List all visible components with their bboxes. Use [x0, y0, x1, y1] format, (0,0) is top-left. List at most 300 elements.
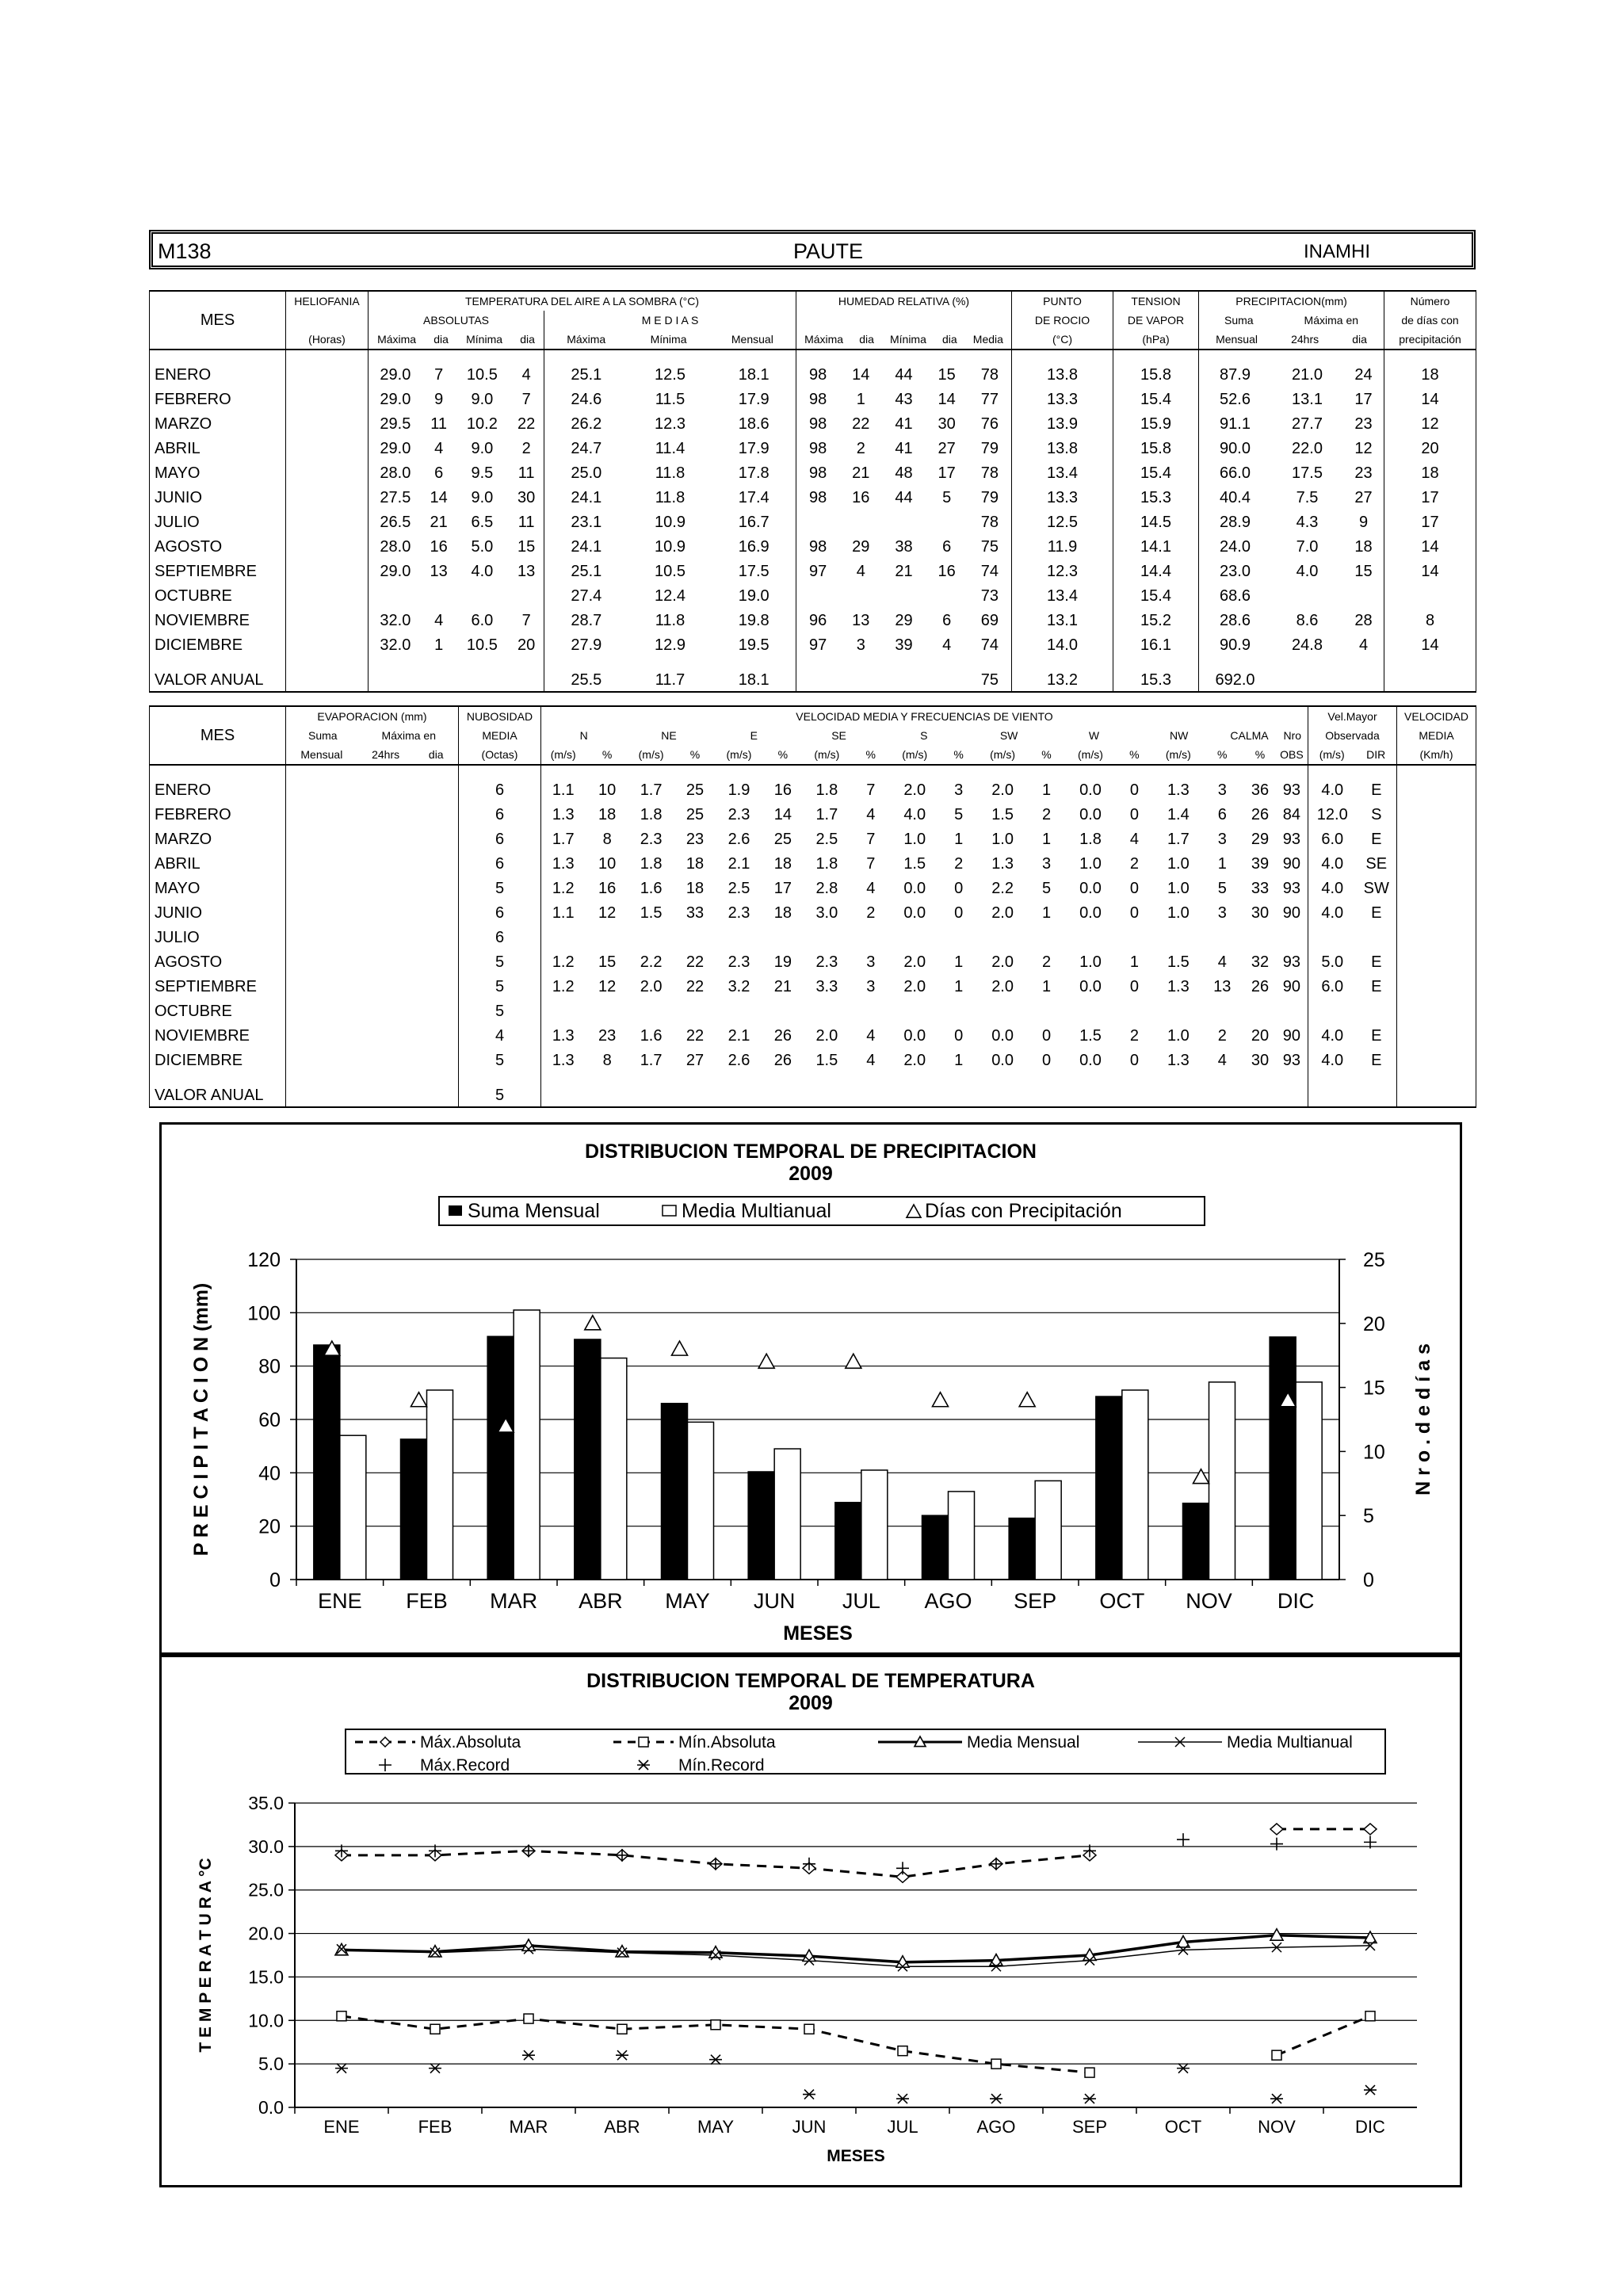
wind-value: 2.0: [640, 978, 663, 995]
wind-value: 2.0: [991, 953, 1014, 971]
temp-abs-value: 13: [430, 563, 448, 580]
wind-value: 1.3: [991, 855, 1014, 873]
legend-entry: Media Multianual: [1227, 1733, 1353, 1752]
wind-value: 4: [866, 1052, 876, 1069]
wind-value: 22: [685, 1027, 705, 1045]
nubosidad-value: 5: [459, 975, 541, 999]
vel-mayor-value: E: [1371, 978, 1382, 995]
marker-min-record: [990, 2094, 1002, 2103]
table-row: [150, 778, 1476, 803]
marker-min-absoluta: [337, 2011, 346, 2021]
nubosidad-value: 6: [459, 778, 541, 803]
wind-value: 23: [598, 1027, 617, 1045]
temp-media-value: 17.5: [738, 563, 769, 580]
wind-value: 18: [598, 806, 617, 823]
bar-suma-mensual: [835, 1503, 861, 1580]
x-axis-title: MESES: [827, 2147, 885, 2165]
humidity-value: 44: [895, 489, 913, 506]
precip-value: 18: [1354, 538, 1373, 556]
wind-value: 2: [1129, 855, 1139, 873]
table-row: [150, 412, 1476, 437]
temp-media-value: 10.9: [655, 514, 685, 531]
nubosidad-value: 5: [459, 1049, 541, 1073]
marker-max-record: [709, 1858, 722, 1870]
precip-value: 24.0: [1220, 538, 1251, 556]
precip-value: 28: [1354, 612, 1373, 629]
wind-value: 33: [685, 904, 705, 922]
tension-header-2: DE VAPOR: [1113, 311, 1199, 330]
wind-direction-header: N: [579, 729, 588, 742]
bar-media-multianual: [1209, 1382, 1235, 1580]
nubosidad-value: 6: [459, 926, 541, 950]
wind-value: 25: [685, 781, 705, 799]
wind-unit-header: (m/s): [1165, 748, 1191, 761]
marker-max-record: [1270, 1838, 1283, 1851]
nubosidad-value: 6: [459, 827, 541, 852]
tension-value: 15.9: [1140, 415, 1171, 433]
rocio-value: 13.3: [1047, 489, 1078, 506]
vel-media-value: [1397, 803, 1476, 827]
wind-value: 1.8: [640, 806, 663, 823]
vel-media-value: [1397, 877, 1476, 901]
nubosidad-value: 5: [459, 877, 541, 901]
rocio-value: 13.3: [1047, 391, 1078, 408]
wind-unit-header: (m/s): [902, 748, 928, 761]
wind-value: 30: [1251, 1052, 1270, 1069]
y2-tick-label: 5: [1363, 1505, 1374, 1528]
temp-header: TEMPERATURA DEL AIRE A LA SOMBRA (°C): [369, 291, 796, 311]
wind-value: 0.0: [903, 880, 926, 897]
table-row: [150, 584, 1476, 609]
temp-abs-value: 15: [517, 538, 536, 556]
wind-value: 0: [1129, 1052, 1139, 1069]
rocio-header-3: (°C): [1012, 330, 1113, 350]
month-label: NOVIEMBRE: [150, 1024, 286, 1049]
marker-dias-precipitacion: [933, 1392, 949, 1407]
y-tick-label: 5.0: [258, 2053, 284, 2075]
precip-value: 4.0: [1296, 563, 1319, 580]
month-label: AGOSTO: [150, 535, 286, 560]
temp-abs-value: 4: [434, 612, 444, 629]
tension-value: 15.4: [1140, 464, 1171, 482]
wind-value: 3.3: [815, 978, 838, 995]
precip-value: 90.0: [1220, 440, 1251, 457]
marker-min-absoluta: [1272, 2050, 1281, 2060]
temp-abs-value: 7: [521, 391, 531, 408]
wind-value: 1: [954, 831, 964, 848]
wind-unit-header: %: [689, 748, 701, 761]
y-tick-label: 40: [258, 1462, 281, 1485]
marker-dias-precipitacion: [758, 1354, 774, 1368]
temp-media-value: 12.5: [655, 366, 685, 384]
wind-value: 5: [954, 806, 964, 823]
humidity-value: 76: [980, 415, 999, 433]
temp-abs-value: 9.0: [471, 440, 494, 457]
wind-value: 8: [602, 831, 612, 848]
humidity-value: 16: [938, 563, 956, 580]
x-tick-label: JUL: [842, 1589, 880, 1613]
rocio-header-2: DE ROCIO: [1012, 311, 1113, 330]
precipitation-chart: [162, 1125, 1460, 1652]
x-tick-label: ABR: [604, 2117, 640, 2137]
wind-unit-header: OBS: [1280, 748, 1304, 761]
precip-value: 28.6: [1220, 612, 1251, 629]
wind-value: 1.7: [1167, 831, 1190, 848]
wind-value: 2.1: [727, 855, 750, 873]
temp-abs-value: 13: [517, 563, 536, 580]
precipitation-chart-frame: [159, 1122, 1462, 1655]
velmayor-sub: DIR: [1366, 748, 1386, 761]
precip-value: 12: [1354, 440, 1373, 457]
marker-min-record: [803, 2090, 815, 2099]
precip-days-value: 14: [1421, 636, 1439, 654]
temp-media-value: 12.9: [655, 636, 685, 654]
wind-value: 1.2: [552, 978, 575, 995]
precip-value: 27: [1354, 489, 1373, 506]
x-tick-label: NOV: [1258, 2117, 1296, 2137]
bar-suma-mensual: [662, 1404, 688, 1580]
humidity-value: 14: [938, 391, 956, 408]
wind-value: 1.6: [640, 1027, 663, 1045]
table-row: [150, 510, 1476, 535]
table-row: [150, 852, 1476, 877]
marker-max-record: [990, 1858, 1002, 1870]
temp-abs-value: 5.0: [471, 538, 494, 556]
month-label: JUNIO: [150, 901, 286, 926]
temp-media-value: 11.7: [655, 671, 685, 689]
wind-value: 5: [1217, 880, 1227, 897]
marker-min-absoluta: [898, 2046, 907, 2056]
temp-media-value: 11.4: [655, 440, 685, 457]
x-tick-label: ENE: [318, 1589, 362, 1613]
velmayor-header-1: Vel.Mayor: [1308, 706, 1397, 726]
wind-value: 17: [773, 880, 792, 897]
x-tick-label: NOV: [1186, 1589, 1232, 1613]
wind-unit-header: (m/s): [1078, 748, 1103, 761]
vel-mayor-value: 4.0: [1321, 781, 1344, 799]
nub-header-2: MEDIA: [459, 726, 541, 745]
wind-unit-header: (m/s): [550, 748, 576, 761]
wind-value: 33: [1251, 880, 1270, 897]
x-tick-label: DIC: [1277, 1589, 1315, 1613]
temp-abs-value: 10.5: [466, 636, 498, 654]
x-tick-label: AGO: [924, 1589, 972, 1613]
bar-suma-mensual: [922, 1515, 949, 1580]
vel-mayor-value: 6.0: [1321, 978, 1344, 995]
humidity-value: 98: [808, 538, 827, 556]
tension-value: 14.4: [1140, 563, 1171, 580]
wind-value: 18: [685, 880, 705, 897]
humidity-value: 78: [980, 464, 999, 482]
hum-header: HUMEDAD RELATIVA (%): [796, 291, 1012, 311]
month-label: DICIEMBRE: [150, 633, 286, 658]
wind-value: 1.3: [1167, 781, 1190, 799]
wind-value: 1.0: [1167, 904, 1190, 922]
wind-value: 3.0: [815, 904, 838, 922]
rocio-value: 11.9: [1047, 538, 1078, 556]
wind-value: 90: [1282, 978, 1301, 995]
chart-legend: [346, 1729, 1385, 1775]
wind-value: 2.6: [727, 831, 750, 848]
marker-min-absoluta: [711, 2020, 720, 2030]
wind-value: 3: [1217, 904, 1227, 922]
wind-value: 30: [1251, 904, 1270, 922]
temp-abs-value: 6.0: [471, 612, 494, 629]
legend-entry: Mín.Record: [678, 1756, 765, 1775]
wind-unit-header: %: [1041, 748, 1052, 761]
rocio-value: 12.3: [1047, 563, 1078, 580]
wind-value: 1.5: [640, 904, 663, 922]
wind-unit-header: (m/s): [814, 748, 840, 761]
vel-mayor-value: E: [1371, 953, 1382, 971]
temp-abs-value: 11: [517, 514, 535, 531]
month-label: AGOSTO: [150, 950, 286, 975]
med-sub: Mensual: [731, 333, 773, 346]
table-row: [150, 926, 1476, 950]
wind-unit-header: %: [1129, 748, 1140, 761]
wind-value: 0: [1129, 978, 1139, 995]
vel-media-value: [1397, 926, 1476, 950]
precip-value: 40.4: [1220, 489, 1251, 506]
temp-abs-value: 30: [517, 489, 536, 506]
marker-min-record: [429, 2064, 441, 2073]
vel-mayor-value: S: [1371, 806, 1382, 823]
x-tick-label: MAY: [665, 1589, 710, 1613]
x-tick-label: MAY: [697, 2117, 735, 2137]
wind-value: 26: [1251, 806, 1270, 823]
table-row: [150, 950, 1476, 975]
wind-value: 84: [1282, 806, 1301, 823]
wind-value: 2.6: [727, 1052, 750, 1069]
chart-title: DISTRIBUCION TEMPORAL DE PRECIPITACION: [585, 1140, 1037, 1163]
abs-sub: Máxima: [377, 333, 417, 346]
temp-media-value: 18.1: [738, 366, 769, 384]
viento-header: VELOCIDAD MEDIA Y FRECUENCIAS DE VIENTO: [541, 706, 1308, 726]
table-row: [150, 1049, 1476, 1073]
wind-value: 1.6: [640, 880, 663, 897]
table-row: [150, 560, 1476, 584]
x-tick-label: ABR: [579, 1589, 623, 1613]
temp-abs-value: 29.0: [380, 440, 411, 457]
temp-abs-value: 4: [521, 366, 531, 384]
temp-abs-value: 22: [517, 415, 536, 433]
marker-min-record: [1364, 2085, 1377, 2095]
mes-header-2: MES: [150, 706, 286, 765]
wind-value: 1: [1041, 831, 1052, 848]
wind-value: 1: [954, 1052, 964, 1069]
y2-axis-title: N r o . d e d í a s: [1412, 1343, 1434, 1496]
x-tick-label: JUN: [792, 2117, 827, 2137]
marker-dias-precipitacion: [585, 1316, 601, 1330]
humidity-value: 27: [938, 440, 956, 457]
wind-value: 25: [685, 806, 705, 823]
wind-value: 93: [1282, 953, 1301, 971]
wind-value: 3: [954, 781, 964, 799]
wind-value: 2.3: [640, 831, 663, 848]
station-code: M138: [158, 239, 212, 263]
precip-value: 24: [1354, 366, 1373, 384]
temp-abs-value: 29.5: [380, 415, 411, 433]
humidity-value: 17: [938, 464, 956, 482]
precip-value: 66.0: [1220, 464, 1251, 482]
wind-value: 1: [1129, 953, 1139, 971]
x-tick-label: FEB: [406, 1589, 448, 1613]
temp-media-value: 24.6: [571, 391, 602, 408]
marker-max-record: [896, 1862, 909, 1874]
temp-media-value: 11.8: [655, 464, 685, 482]
marker-min-absoluta: [1365, 2011, 1375, 2021]
precip-value: 28.9: [1220, 514, 1251, 531]
wind-value: 0.0: [1079, 880, 1102, 897]
marker-min-record: [1270, 2094, 1283, 2103]
precip-value: 91.1: [1220, 415, 1251, 433]
temp-media-value: 23.1: [571, 514, 602, 531]
wind-value: 8: [602, 1052, 612, 1069]
evap-sub: 24hrs: [372, 748, 400, 761]
wind-value: 1.0: [1167, 855, 1190, 873]
temp-abs-value: 9.5: [471, 464, 494, 482]
wind-value: 1.0: [991, 831, 1014, 848]
precip-value: 15: [1354, 563, 1373, 580]
vel-mayor-value: E: [1371, 1052, 1382, 1069]
wind-value: 4: [866, 1027, 876, 1045]
wind-value: 1.0: [1079, 953, 1102, 971]
evap-sub: Máxima en: [381, 729, 436, 742]
precip-days-value: 18: [1421, 366, 1439, 384]
num-header-2: de días con: [1384, 311, 1476, 330]
precip-value: 87.9: [1220, 366, 1251, 384]
wind-value: 1: [1041, 781, 1052, 799]
hum-sub: Máxima: [804, 333, 844, 346]
y-axis-title: T E M P E R A T U R A °C: [197, 1858, 215, 2053]
wind-value: 2: [1217, 1027, 1227, 1045]
humidity-value: 78: [980, 514, 999, 531]
humidity-value: 98: [808, 415, 827, 433]
wind-value: 93: [1282, 831, 1301, 848]
humidity-value: 96: [808, 612, 827, 629]
num-header-3: precipitación: [1384, 330, 1476, 350]
rocio-value: 13.9: [1047, 415, 1078, 433]
wind-value: 1.3: [552, 855, 575, 873]
nubosidad-value: 6: [459, 901, 541, 926]
x-tick-label: SEP: [1014, 1589, 1057, 1613]
wind-value: 26: [1251, 978, 1270, 995]
wind-value: 3: [1041, 855, 1052, 873]
velmayor-header-2: Observada: [1308, 726, 1397, 745]
wind-value: 0: [954, 904, 964, 922]
temp-abs-value: 11: [517, 464, 535, 482]
vel-media-value: [1397, 1049, 1476, 1073]
humidity-value: 79: [980, 440, 999, 457]
wind-value: 1.8: [640, 855, 663, 873]
wind-value: 10: [598, 855, 617, 873]
month-label: MAYO: [150, 461, 286, 486]
nubosidad-value: 5: [459, 1073, 541, 1107]
station-header: [149, 230, 1476, 269]
wind-unit-header: %: [1254, 748, 1266, 761]
y-tick-label: 0: [269, 1569, 281, 1591]
hum-sub: dia: [859, 333, 874, 346]
wind-value: 0: [1129, 904, 1139, 922]
x-tick-label: ENE: [323, 2117, 360, 2137]
table-row: [150, 535, 1476, 560]
wind-value: 0.0: [903, 904, 926, 922]
precip-days-value: 17: [1421, 489, 1439, 506]
wind-value: 90: [1282, 855, 1301, 873]
wind-value: 1.2: [552, 953, 575, 971]
table-row: [150, 1024, 1476, 1049]
wind-value: 19: [773, 953, 792, 971]
velmayor-sub: (m/s): [1319, 748, 1345, 761]
wind-unit-header: %: [601, 748, 613, 761]
velmedia-header-3: (Km/h): [1397, 745, 1476, 765]
x-tick-label: AGO: [976, 2117, 1016, 2137]
wind-value: 1.2: [552, 880, 575, 897]
humidity-value: 98: [808, 391, 827, 408]
bar-media-multianual: [514, 1310, 540, 1580]
y2-tick-label: 0: [1363, 1569, 1374, 1591]
month-label: JULIO: [150, 926, 286, 950]
tension-value: 15.4: [1140, 587, 1171, 605]
wind-direction-header: SE: [831, 729, 846, 742]
marker-min-record: [335, 2064, 348, 2073]
wind-value: 3: [1217, 831, 1227, 848]
rocio-value: 13.8: [1047, 366, 1078, 384]
horas-header: (Horas): [286, 330, 369, 350]
temp-abs-value: 29.0: [380, 563, 411, 580]
precip-value: 4.3: [1296, 514, 1319, 531]
humidity-value: 2: [856, 440, 865, 457]
y-tick-label: 35.0: [248, 1793, 284, 1813]
legend-entry: Mín.Absoluta: [678, 1733, 776, 1752]
precip-days-value: 14: [1421, 563, 1439, 580]
wind-value: 14: [773, 806, 792, 823]
wind-value: 22: [685, 953, 705, 971]
tension-value: 15.3: [1140, 671, 1171, 689]
abs-sub: dia: [433, 333, 449, 346]
precip-value: 68.6: [1220, 587, 1251, 605]
precip-header: PRECIPITACION(mm): [1199, 291, 1384, 311]
medias-header: M E D I A S: [544, 311, 796, 330]
precip-value: 23: [1354, 464, 1373, 482]
chart-title: DISTRIBUCION TEMPORAL DE TEMPERATURA: [586, 1670, 1035, 1692]
temp-media-value: 25.5: [571, 671, 602, 689]
precip-value: 9: [1358, 514, 1369, 531]
bar-media-multianual: [340, 1435, 366, 1580]
humidity-value: 13: [852, 612, 870, 629]
wind-value: 39: [1251, 855, 1270, 873]
wind-value: 1.0: [1167, 880, 1190, 897]
legend-entry: Media Multianual: [682, 1200, 831, 1222]
wind-value: 23: [685, 831, 705, 848]
temp-media-value: 12.4: [655, 587, 685, 605]
marker-min-absoluta: [524, 2014, 533, 2023]
wind-value: 0: [954, 880, 964, 897]
vel-mayor-value: 12.0: [1316, 806, 1348, 823]
temp-media-value: 27.9: [571, 636, 602, 654]
wind-value: 2: [954, 855, 964, 873]
wind-value: 18: [773, 904, 792, 922]
wind-value: 0.0: [903, 1027, 926, 1045]
line-max-absoluta: [342, 1829, 1370, 1877]
y-tick-label: 20.0: [248, 1923, 284, 1944]
humidity-value: 38: [895, 538, 913, 556]
bar-suma-mensual: [314, 1345, 340, 1580]
legend-entry: Media Mensual: [967, 1733, 1080, 1752]
wind-value: 32: [1251, 953, 1270, 971]
humidity-value: 22: [852, 415, 870, 433]
vel-mayor-value: 6.0: [1321, 831, 1344, 848]
